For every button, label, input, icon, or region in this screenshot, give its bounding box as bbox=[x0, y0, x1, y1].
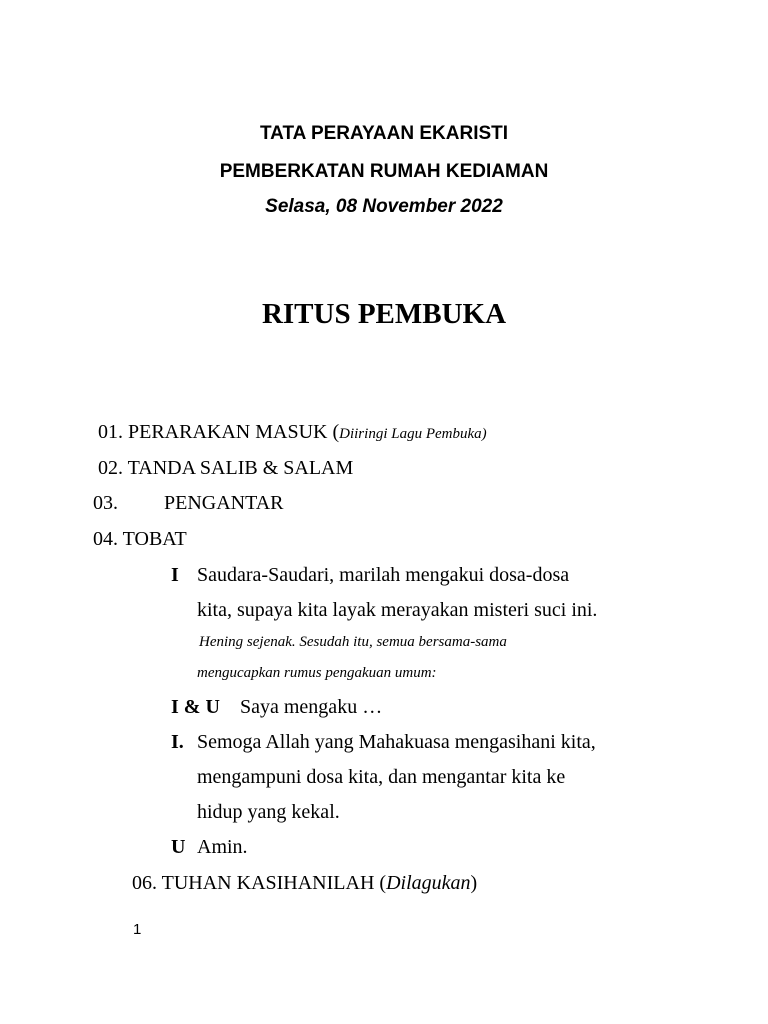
list-item bbox=[132, 872, 477, 895]
item-note: Dilagukan bbox=[386, 872, 471, 894]
page-number: 1 bbox=[133, 921, 142, 938]
speaker-label: U bbox=[171, 836, 186, 858]
document-date: Selasa, 08 November 2022 bbox=[265, 196, 503, 217]
dialogue-line: Semoga Allah yang Mahakuasa mengasihani kita, bbox=[197, 731, 596, 753]
dialogue-line: hidup yang kekal. bbox=[197, 801, 340, 823]
dialogue-line: Saudara-Saudari, marilah mengakui dosa-dosa bbox=[197, 564, 570, 586]
speaker-label: I bbox=[171, 564, 179, 586]
dialogue-line: Saya mengaku … bbox=[240, 696, 383, 718]
section-title: RITUS PEMBUKA bbox=[261, 298, 507, 330]
list-item: 04. TOBAT bbox=[93, 528, 187, 550]
rubric-text: Hening sejenak. Sesudah itu, semua bersama-sama bbox=[199, 634, 507, 650]
dialogue-line: Amin. bbox=[197, 836, 248, 858]
list-item bbox=[98, 421, 487, 444]
item-label: 01. PERARAKAN MASUK ( bbox=[98, 421, 340, 443]
rubric-text: mengucapkan rumus pengakuan umum: bbox=[197, 665, 437, 681]
document-title: TATA PERAYAAN EKARISTI bbox=[259, 123, 509, 144]
dialogue-line: mengampuni dosa kita, dan mengantar kita ke bbox=[197, 766, 566, 788]
dialogue-line: kita, supaya kita layak merayakan misteri suci ini. bbox=[197, 599, 598, 621]
speaker-label: I & U bbox=[171, 696, 220, 718]
item-number: 03. bbox=[93, 492, 118, 514]
item-close: ) bbox=[470, 872, 478, 894]
speaker-label: I. bbox=[171, 731, 184, 753]
item-note: Diiringi Lagu Pembuka) bbox=[339, 426, 487, 442]
list-item: 02. TANDA SALIB & SALAM bbox=[98, 457, 354, 479]
item-label: 06. TUHAN KASIHANILAH ( bbox=[132, 872, 387, 894]
document-subtitle: PEMBERKATAN RUMAH KEDIAMAN bbox=[219, 161, 549, 182]
list-item: PENGANTAR bbox=[164, 492, 284, 514]
